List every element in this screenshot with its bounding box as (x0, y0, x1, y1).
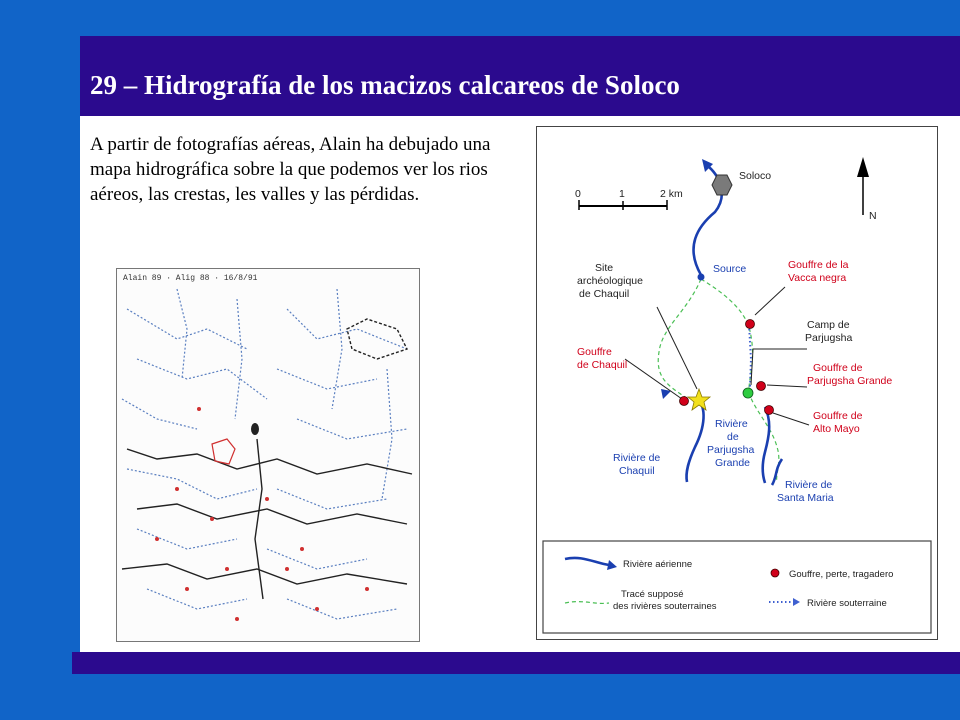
legend-aerial-river-label: Rivière aérienne (623, 559, 693, 570)
camp-parjugsha-marker (743, 388, 753, 398)
svg-text:Rivière de: Rivière de (613, 452, 661, 464)
label-gouffre-alto-mayo (813, 410, 863, 435)
hand-map-blue-streams (122, 289, 407, 619)
svg-text:Grande: Grande (715, 457, 751, 469)
svg-text:Gouffre de la: Gouffre de la (788, 259, 849, 271)
label-gouffre-parjugsha-grande (807, 362, 892, 387)
hand-map-black-ridges (122, 319, 412, 599)
label-soloco: Soloco (739, 170, 772, 182)
bottom-bar (72, 652, 960, 674)
svg-text:Rivière: Rivière (715, 418, 748, 430)
label-site-archeologique (577, 262, 643, 300)
svg-text:Vacca negra: Vacca negra (788, 272, 847, 284)
north-label: N (869, 210, 877, 222)
underground-river (749, 325, 751, 387)
hydrographic-map-svg (537, 127, 937, 639)
hand-drawn-hydrographic-map (116, 268, 420, 642)
soloco-village-icon (712, 175, 732, 195)
label-riviere-parjugsha (707, 418, 754, 469)
label-gouffre-vacca-negra (788, 259, 849, 284)
svg-text:Gouffre de: Gouffre de (813, 410, 863, 422)
content-panel (80, 116, 960, 652)
legend-trace-label-2: des rivières souterraines (613, 601, 717, 612)
svg-text:Parjugsha Grande: Parjugsha Grande (807, 375, 893, 387)
svg-text:de: de (727, 431, 739, 443)
intro-text: A partir de fotografías aéreas, Alain ha debujado una mapa hidrográfica sobre la que podemos ver los rios aéreos, las crestas, les valles y las pérdidas. (90, 134, 491, 205)
svg-text:Chaquil: Chaquil (619, 465, 655, 477)
source-marker (698, 274, 705, 281)
svg-text:Rivière de: Rivière de (785, 479, 833, 491)
hydrographic-map (536, 126, 938, 640)
slide-title: 29 – Hidrografía de los macizos calcareos de Soloco (90, 70, 680, 100)
title-bar (80, 36, 960, 116)
label-riviere-santa-maria (777, 479, 834, 504)
svg-text:archéologique: archéologique (577, 275, 643, 287)
legend-underground-label: Rivière souterraine (807, 598, 887, 609)
label-source: Source (713, 263, 747, 275)
svg-text:Camp de: Camp de (807, 319, 850, 331)
scale-tick-1: 1 (619, 188, 625, 200)
scale-bar (575, 188, 683, 210)
svg-text:Parjugsha: Parjugsha (707, 444, 755, 456)
map-legend (543, 541, 931, 633)
label-gouffre-chaquil (577, 346, 627, 371)
gouffre-parjugsha-grande-marker (757, 382, 766, 391)
svg-text:Alto Mayo: Alto Mayo (813, 423, 860, 435)
svg-text:Site: Site (595, 262, 614, 274)
legend-gouffre-label: Gouffre, perte, tragadero (789, 569, 894, 580)
north-arrow-icon (857, 157, 877, 222)
pointer-lines (625, 287, 809, 425)
svg-text:de Chaquil: de Chaquil (577, 359, 628, 371)
label-camp-parjugsha (805, 319, 852, 344)
gouffre-chaquil-marker (680, 397, 689, 406)
legend-trace-label-1: Tracé supposé (621, 589, 684, 600)
svg-text:Santa Maria: Santa Maria (777, 492, 834, 504)
gouffre-alto-mayo-marker (765, 406, 774, 415)
site-archeologique-star-icon (688, 389, 710, 410)
hand-map-soloco-mark (251, 423, 259, 435)
svg-text:Gouffre de: Gouffre de (813, 362, 863, 374)
svg-text:Gouffre: Gouffre (577, 346, 612, 358)
hand-drawn-map-svg (117, 269, 419, 641)
hand-map-header: Alain 89 · Alig 88 · 16/8/91 (123, 274, 258, 283)
legend-gouffre-icon (771, 569, 779, 577)
label-riviere-chaquil (613, 452, 660, 477)
svg-text:de Chaquil: de Chaquil (579, 288, 630, 300)
hand-map-red-outline (212, 439, 235, 464)
scale-tick-0: 0 (575, 188, 581, 200)
svg-text:Parjugsha: Parjugsha (805, 332, 853, 344)
gouffre-vacca-negra-marker (746, 320, 755, 329)
scale-tick-2: 2 km (660, 188, 683, 200)
